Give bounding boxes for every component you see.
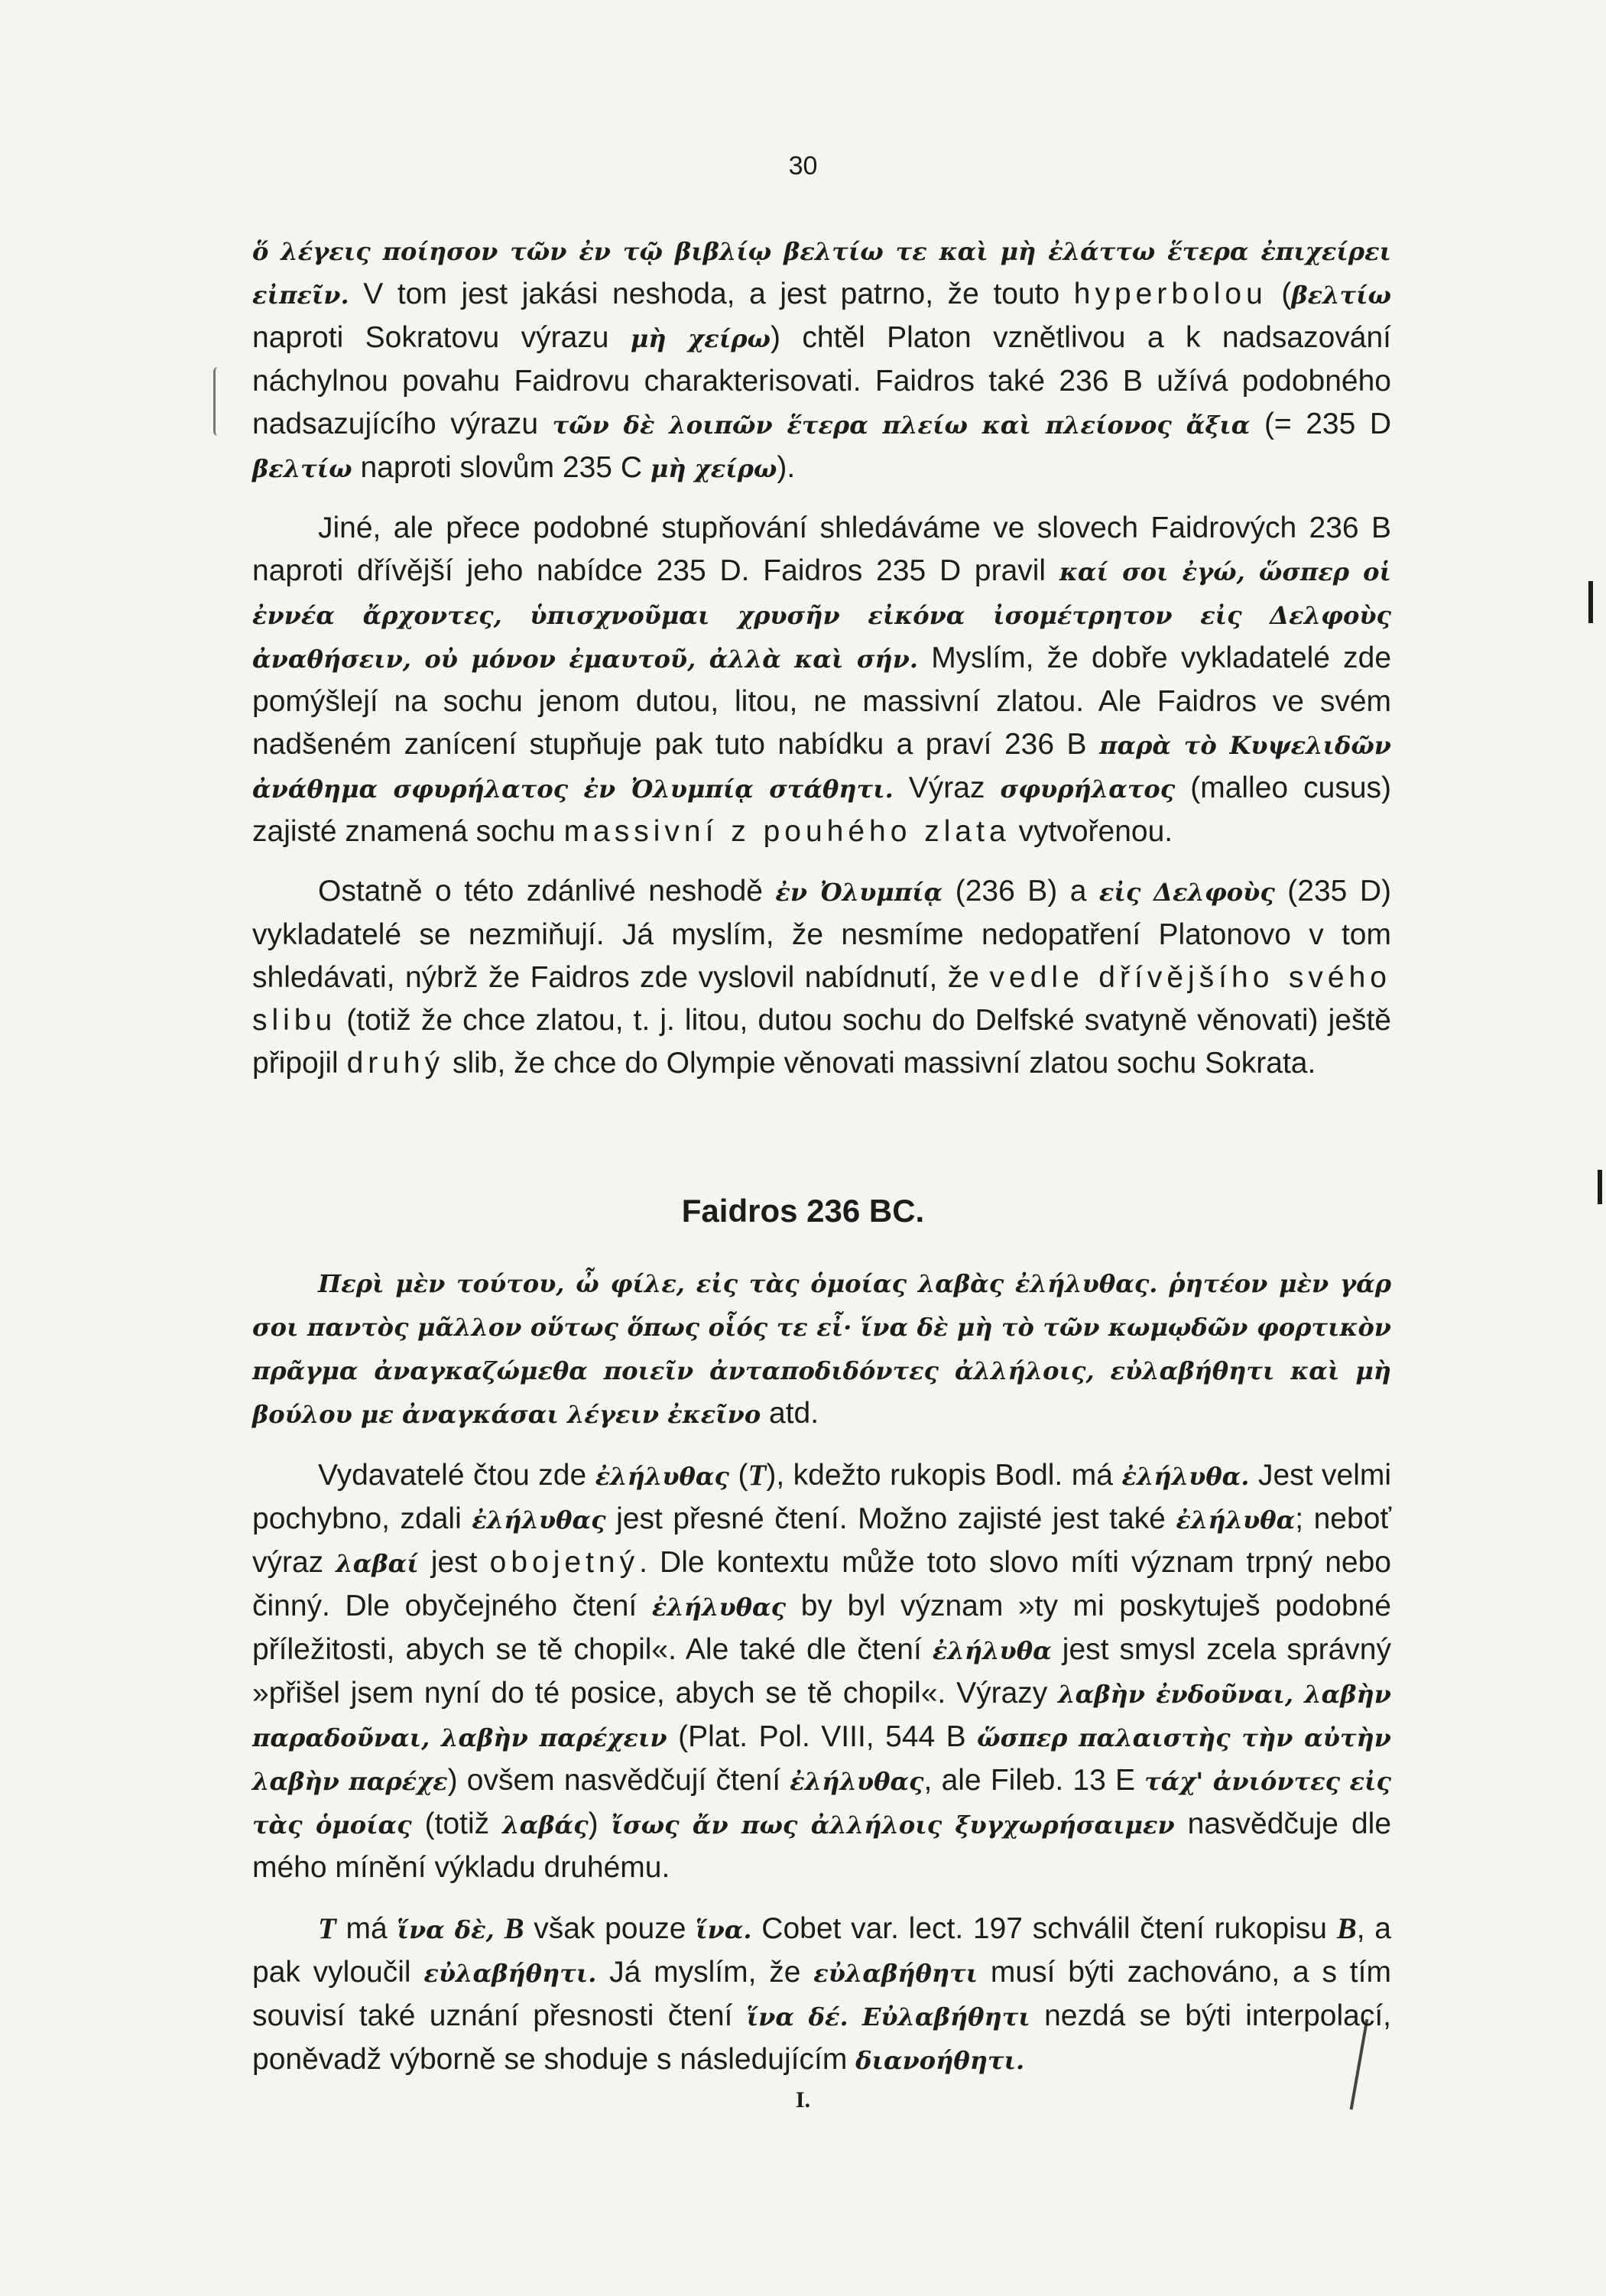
text-run: vytvořenou. — [1010, 815, 1173, 848]
edge-mark — [1588, 581, 1593, 623]
text-run: Cobet var. lect. 197 schválil čtení rukopisu — [751, 1912, 1337, 1945]
text-run: Vydavatelé čtou zde — [318, 1459, 595, 1492]
section-heading: Faidros 236 BC. — [681, 1193, 925, 1229]
greek-quote: καί σοι ἐγώ, ὥσπερ οἱ ἐννέα ἄρχοντες, ὑπισχνοῦμαι χρυσῆν εἰκόνα ἰσομέτρητον εἰς Δελφοὺς ἀναθήσειν, οὐ μόνον ἐμαυτοῦ, ἀλλὰ καὶ σήν. — [252, 557, 1392, 674]
greek-quote: λαβαί — [336, 1549, 419, 1578]
spaced-emphasis: hyperbolou — [1073, 278, 1267, 310]
text-run: slib, že chce do Olympie věnovati massivní zlatou sochu Sokrata. — [444, 1047, 1316, 1080]
greek-quote: λαβὴν ἐνδοῦναι, λαβὴν παραδοῦναι, λαβὴν παρέχειν — [252, 1680, 1392, 1752]
text-run — [848, 1999, 862, 2032]
greek-quote: τῶν δὲ λοιπῶν ἕτερα πλείω καὶ πλείονος ἄξια — [552, 411, 1251, 440]
greek-quote: ἐλήλυθας — [651, 1593, 787, 1622]
text-run: ( — [728, 1459, 748, 1492]
signature-mark: I. — [795, 2087, 811, 2113]
text-run: , ale Fileb. 13 E — [923, 1764, 1145, 1797]
text-run: nasvědčuje dle mého mínění výkladu druhému. — [252, 1807, 1392, 1884]
spaced-emphasis: massivní z pouhého zlata — [563, 815, 1011, 848]
spaced-emphasis: vedle dřívějšího svého slibu — [252, 961, 1391, 1037]
text-run: . Dle kontextu může toto slovo míti význam trpný nebo činný. Dle obyčejného čtení — [252, 1546, 1391, 1622]
text-run: atd. — [761, 1397, 819, 1430]
greek-quote: ἐλήλυθα — [932, 1636, 1052, 1665]
greek-quote: διανοήθητι. — [855, 2046, 1025, 2075]
text-run: musí býti zachováno, a s tím souvisí také uznání přesnosti čtení — [252, 1956, 1391, 2032]
greek-quote: ἐλήλυθας — [595, 1462, 729, 1491]
greek-quote: ἵνα δὲ, — [397, 1915, 495, 1944]
greek-quote: ἵνα δέ. — [746, 2002, 848, 2031]
greek-quote: παρὰ τὸ Κυψελιδῶν ἀνάθημα σφυρήλατος ἐν Ὀλυμπίᾳ στάθητι. — [252, 731, 1392, 804]
spaced-emphasis: obojetný — [489, 1546, 640, 1579]
text-run: jest — [418, 1546, 490, 1579]
greek-quote: ἴσως ἄν πως ἀλλήλοις ξυγχωρήσαιμεν — [611, 1810, 1175, 1840]
text-run: nezdá se býti interpolací, poněvadž výborně se shoduje s následujícím — [252, 1999, 1391, 2076]
text-run: ( — [1267, 278, 1292, 310]
page-number: 30 — [788, 151, 818, 180]
text-run: naproti slovům 235 C — [352, 451, 651, 484]
paragraph — [252, 870, 1391, 1085]
text-run: B — [504, 1912, 524, 1945]
section-text — [252, 1262, 1391, 2082]
text-run: Jest velmi pochybno, zdali — [252, 1459, 1392, 1535]
text-run: ; neboť výraz — [252, 1502, 1392, 1579]
text-run: (Plat. Pol. VIII, 544 B — [667, 1720, 978, 1753]
greek-quote: ὅ λέγεις ποίησον τῶν ἐν τῷ βιβλίῳ βελτίω τε καὶ μὴ ἐλάττω ἕτερα ἐπιχείρει εἰπεῖν. — [252, 237, 1391, 310]
greek-quote: μὴ χείρω — [650, 454, 777, 483]
greek-quote: ἵνα. — [696, 1915, 752, 1944]
text-run: ). — [777, 451, 796, 484]
text-run: T — [318, 1912, 336, 1945]
greek-quote: τάχ' ἀνιόντες εἰς τὰς ὁμοίας — [252, 1767, 1391, 1840]
greek-quote: ὥσπερ παλαιστὴς τὴν αὐτὴν λαβὴν παρέχε — [252, 1723, 1391, 1796]
text-run: ), kdežto rukopis Bodl. má — [766, 1459, 1122, 1492]
greek-quote: εἰς Δελφοὺς — [1098, 878, 1275, 907]
greek-quote: λαβάς — [502, 1810, 589, 1840]
text-run: Výraz — [893, 771, 1001, 804]
text-run: ) — [588, 1807, 612, 1840]
text-run: má — [336, 1912, 397, 1945]
text-run: Myslím, že dobře vykladatelé zde pomýšlejí na sochu jenom dutou, litou, ne massivní zlatou. Ale Faidros ve svém nadšeném zanícení stupňuje pak tuto nabídku a praví 236 B — [252, 641, 1392, 761]
text-run: , a pak vyloučil — [252, 1912, 1391, 1989]
text-run: (totiž — [411, 1807, 503, 1840]
text-run: by byl význam »ty mi poskytuješ podobné příležitosti, abych se tě chopil«. Ale také dle čtení — [252, 1590, 1391, 1666]
greek-quote: εὐλαβήθητι. — [423, 1959, 597, 1988]
greek-quote: ἐλήλυθας — [790, 1767, 924, 1796]
margin-bracket — [213, 367, 222, 436]
text-run: (= 235 D — [1250, 408, 1392, 440]
greek-quote: βελτίω — [252, 454, 352, 483]
main-text — [252, 229, 1391, 1085]
paragraph — [252, 1262, 1391, 1436]
greek-quote: Εὐλαβήθητι — [861, 2002, 1030, 2031]
text-run: Ostatně o této zdánlivé neshodě — [318, 875, 776, 908]
greek-quote: ἐλήλυθα — [1176, 1505, 1296, 1534]
greek-quote: Περὶ μὲν τούτου, ὦ φίλε, εἰς τὰς ὁμοίας λαβὰς ἐλήλυθας. ῥητέον μὲν γάρ σοι παντὸς μᾶλλον οὕτως ὅπως οἷός τε εἶ· ἵνα δὲ μὴ τὸ τῶν κωμῳδῶν φορτικὸν πρᾶγμα ἀναγκαζώμεθα ποιεῖν ἀνταποδιδόντες ἀλλήλοις, εὐλαβήθητι καὶ μὴ βούλου με ἀναγκάσαι λέγειν ἐκεῖνο — [252, 1269, 1391, 1429]
greek-quote: ἐλήλυθα. — [1121, 1462, 1250, 1491]
text-run: Jiné, ale přece podobné stupňování shledáváme ve slovech Faidrových 236 B naproti dřívější jeho nabídce 235 D. Faidros 235 D pravil — [252, 511, 1391, 587]
text-run: ) ovšem nasvědčují čtení — [447, 1764, 790, 1797]
greek-quote: ἐν Ὀλυμπίᾳ — [775, 878, 943, 907]
text-run: však pouze — [524, 1912, 696, 1945]
greek-quote: μὴ χείρω — [630, 324, 771, 353]
text-run: V tom jest jakási neshoda, a jest patrno, že touto — [349, 278, 1074, 310]
text-run — [495, 1912, 505, 1945]
spaced-emphasis: druhý — [346, 1047, 445, 1080]
text-run: ) chtěl Platon vznětlivou a k nadsazování náchylnou povahu Faidrovu charakterisovati. Faidros také 236 B užívá podobného nadsazujícího výrazu — [252, 321, 1391, 440]
text-run: jest smysl zcela správný »přišel jsem nyní do té posice, abych se tě chopil«. Výrazy — [252, 1633, 1391, 1710]
greek-quote: εὐλαβήθητι — [813, 1959, 978, 1988]
greek-quote: βελτίω — [1291, 281, 1391, 310]
text-run: Já myslím, že — [596, 1956, 814, 1989]
text-run: jest přesné čtení. Možno zajisté jest také — [605, 1502, 1176, 1535]
text-run: (235 D) vykladatelé se nezmiňují. Já myslím, že nesmíme nedopatření Platonovo v tom shledávati, nýbrž že Faidros zde vyslovil nabídnutí, že — [252, 875, 1391, 994]
text-run: (totiž že chce zlatou, t. j. litou, dutou sochu do Delfské svatyně věnovati) ještě připojil — [252, 1004, 1391, 1080]
text-run: B — [1336, 1912, 1357, 1945]
paragraph — [252, 229, 1391, 490]
text-run: T — [748, 1459, 767, 1492]
greek-quote: ἐλήλυθας — [472, 1505, 606, 1534]
paragraph — [252, 507, 1391, 853]
text-run: (malleo cusus) zajisté znamená sochu — [252, 771, 1391, 848]
text-run: (236 B) a — [943, 875, 1099, 908]
paragraph — [252, 1908, 1391, 2082]
greek-quote: σφυρήλατος — [1000, 775, 1176, 804]
text-run: naproti Sokratovu výrazu — [252, 321, 631, 354]
paragraph — [252, 1454, 1391, 1889]
